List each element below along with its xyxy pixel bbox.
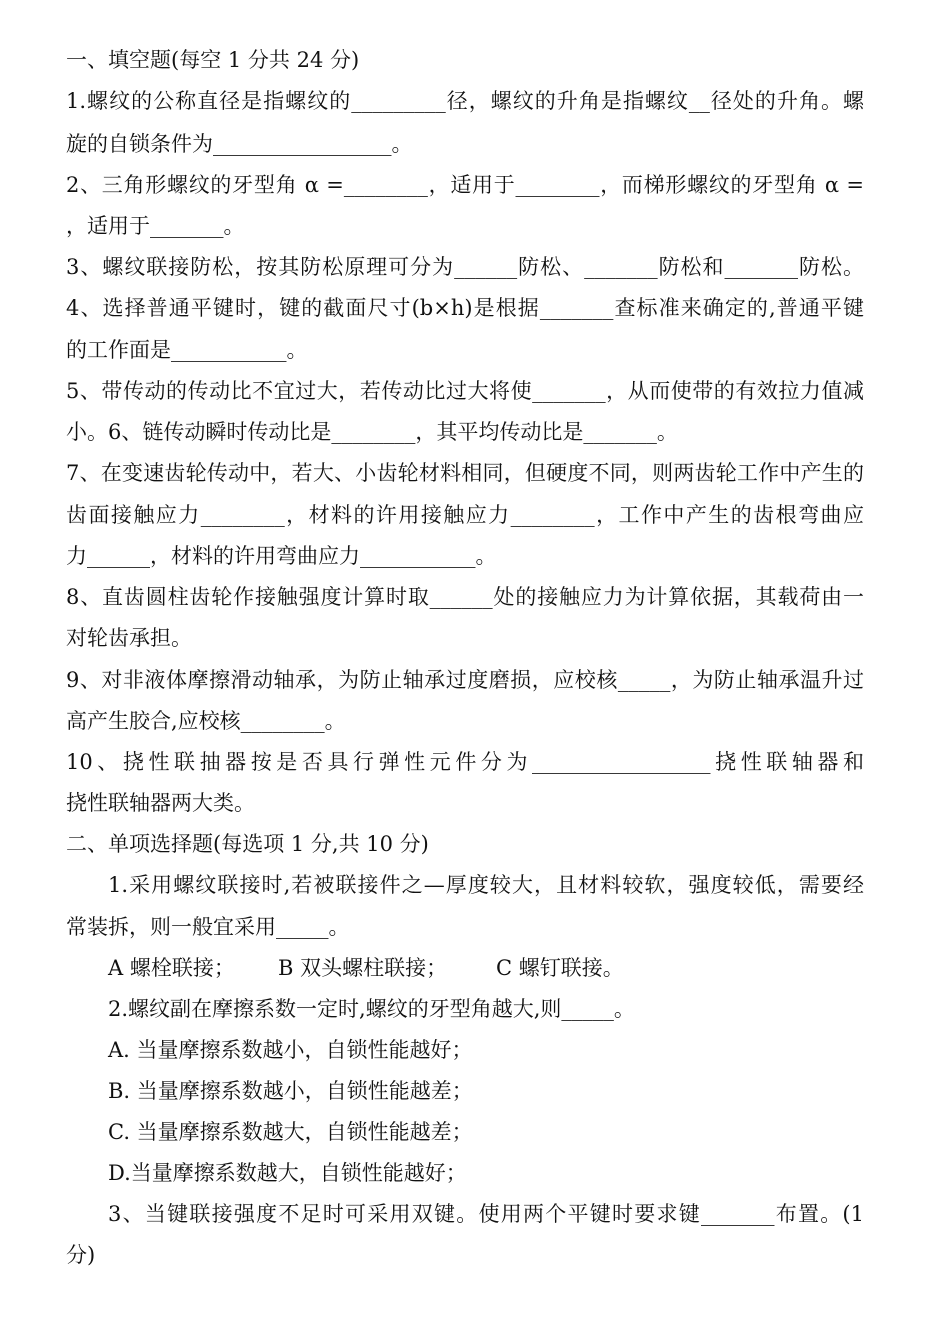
s1-line-1: 1.螺纹的公称直径是指螺纹的_________径，螺纹的升角是指螺纹__径处的升角。螺 xyxy=(66,89,864,113)
q2-option-a: A. 当量摩擦系数越小，自锁性能越好； xyxy=(108,1038,473,1062)
s1-line-18: 挠性联轴器两大类。 xyxy=(66,791,255,815)
q2-stem: 2.螺纹副在摩擦系数一定时,螺纹的牙型角越大,则_____。 xyxy=(108,997,635,1021)
s1-line-7: 的工作面是___________。 xyxy=(66,338,308,362)
s1-line-10: 7、在变速齿轮传动中，若大、小齿轮材料相同，但硬度不同，则两齿轮工作中产生的 xyxy=(66,461,864,485)
s1-line-8: 5、带传动的传动比不宜过大，若传动比过大将使_______，从而使带的有效拉力值减 xyxy=(66,379,864,403)
s1-line-5: 3、螺纹联接防松，按其防松原理可分为______防松、_______防松和_______防松。 xyxy=(66,255,864,279)
s1-line-12: 力______，材料的许用弯曲应力___________。 xyxy=(66,544,497,568)
q1-option-a: A 螺栓联接； xyxy=(108,956,235,980)
q1-stem-cont: 常装拆，则一般宜采用_____。 xyxy=(66,915,350,939)
q1-option-b: B 双头螺柱联接； xyxy=(278,956,448,980)
s1-line-15: 9、对非液体摩擦滑动轴承，为防止轴承过度磨损，应校核_____，为防止轴承温升过 xyxy=(66,668,864,692)
s1-line-14: 对轮齿承担。 xyxy=(66,626,192,650)
q3-stem: 3、当键联接强度不足时可采用双键。使用两个平键时要求键_______布置。(1 xyxy=(108,1202,864,1226)
s1-line-6: 4、选择普通平键时，键的截面尺寸(b×h)是根据_______查标准来确定的,普通平键 xyxy=(66,296,864,320)
section1-heading: 一、填空题(每空 1 分共 24 分) xyxy=(66,48,360,72)
s1-line-9: 小。6、链传动瞬时传动比是________，其平均传动比是_______。 xyxy=(66,420,678,444)
s1-line-3: 2、三角形螺纹的牙型角 α =________，适用于________，而梯形螺纹的牙型角 α = xyxy=(66,173,864,197)
s1-line-11: 齿面接触应力________，材料的许用接触应力________，工作中产生的齿根弯曲应 xyxy=(66,503,864,527)
q1-stem: 1.采用螺纹联接时,若被联接件之—厚度较大，且材料较软，强度较低，需要经 xyxy=(108,873,864,897)
q2-option-c: C. 当量摩擦系数越大，自锁性能越差； xyxy=(108,1120,473,1144)
section2-heading: 二、单项选择题(每选项 1 分,共 10 分) xyxy=(66,832,429,856)
s1-line-13: 8、直齿圆柱齿轮作接触强度计算时取______处的接触应力为计算依据，其载荷由一 xyxy=(66,585,864,609)
s1-line-2: 旋的自锁条件为_________________。 xyxy=(66,132,413,156)
s1-line-16: 高产生胶合,应校核________。 xyxy=(66,709,346,733)
q1-option-c: C 螺钉联接。 xyxy=(496,956,624,980)
s1-line-4: ，适用于_______。 xyxy=(66,214,245,238)
q2-option-d: D.当量摩擦系数越大，自锁性能越好； xyxy=(108,1161,467,1185)
s1-line-17: 10、挠性联抽器按是否具行弹性元件分为_________________挠性联轴器和 xyxy=(66,750,864,774)
q3-stem-cont: 分) xyxy=(66,1243,96,1267)
q2-option-b: B. 当量摩擦系数越小，自锁性能越差； xyxy=(108,1079,473,1103)
